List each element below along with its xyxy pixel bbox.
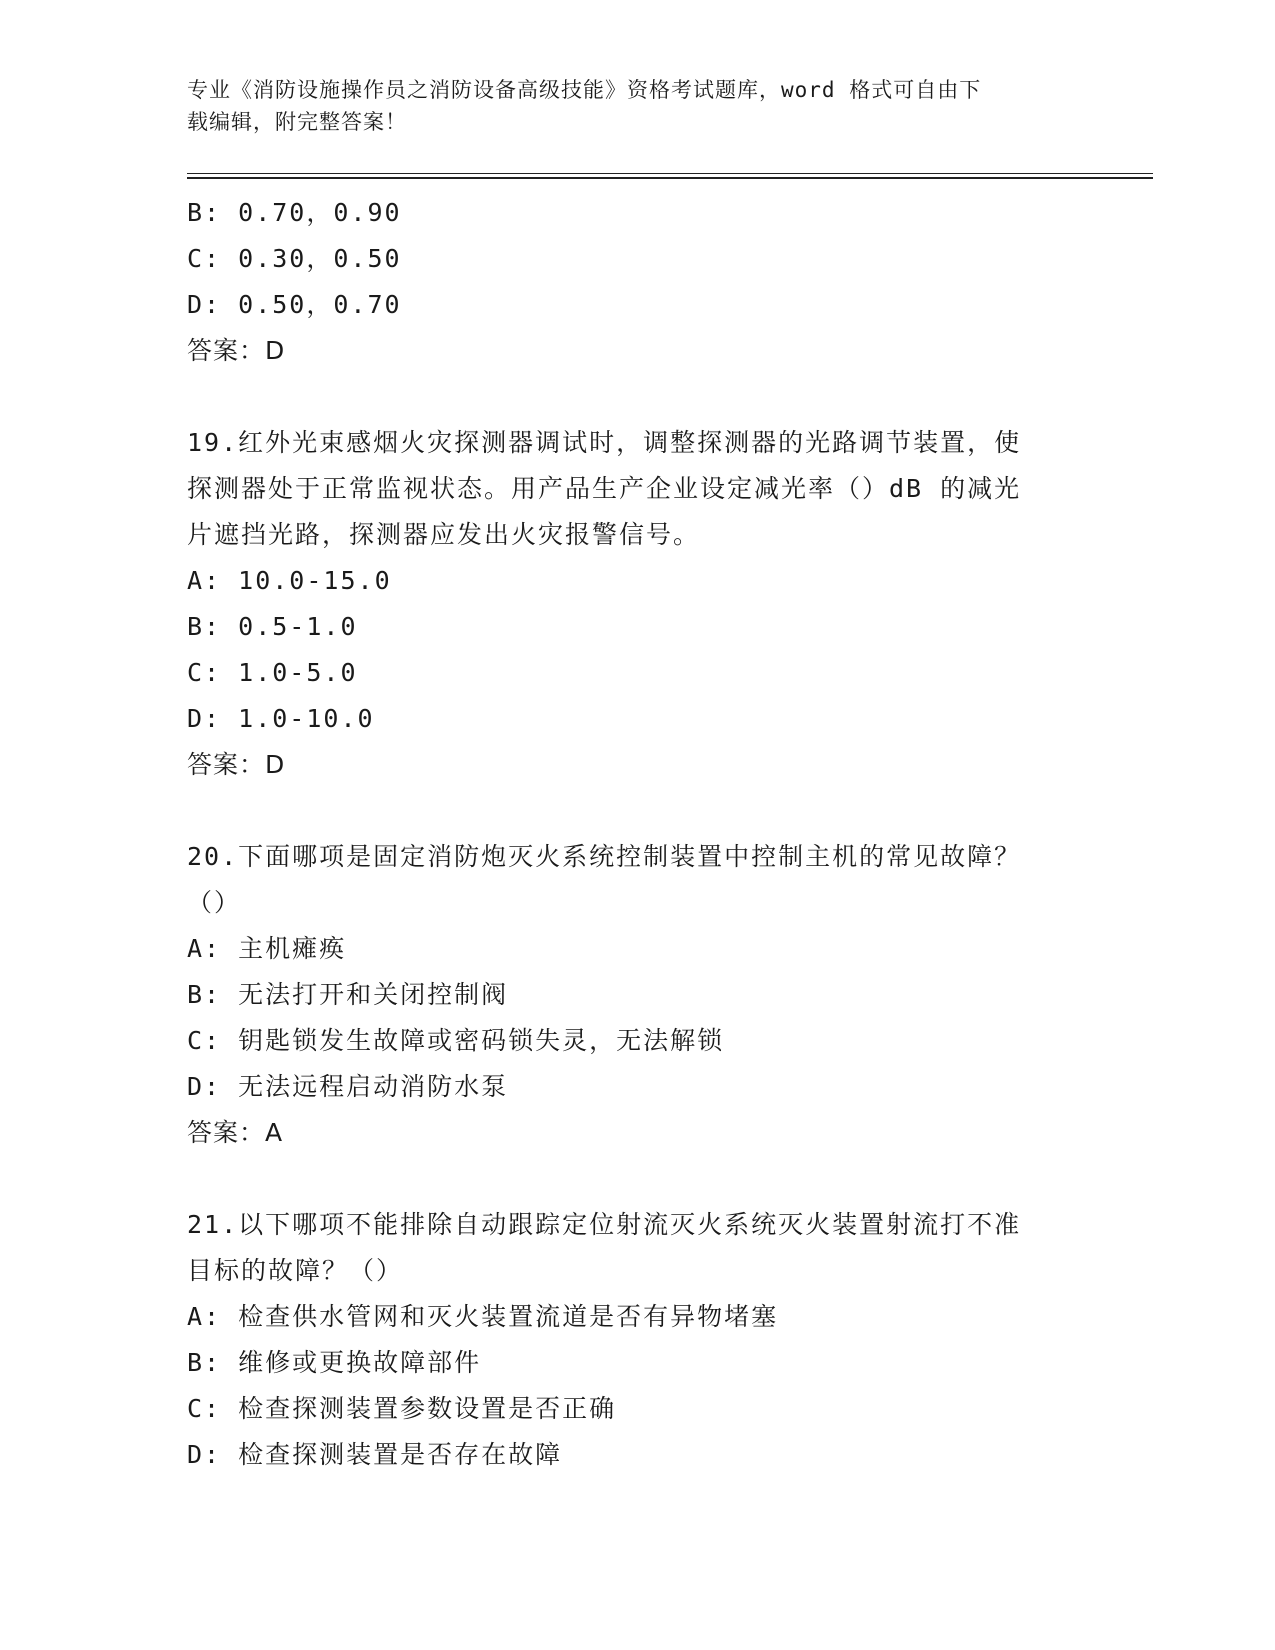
question-20-block: [187, 834, 1087, 1156]
option-b: B: 无法打开和关闭控制阀: [187, 980, 509, 1009]
header-rule-top: [187, 173, 1153, 174]
option-a: A: 10.0-15.0: [187, 566, 392, 595]
option-b: B: 0.5-1.0: [187, 612, 358, 641]
option-a: A: 检查供水管网和灭火装置流道是否有异物堵塞: [187, 1302, 779, 1331]
option-d: D: 检查探测装置是否存在故障: [187, 1440, 563, 1469]
option-b: B: 维修或更换故障部件: [187, 1348, 482, 1377]
option-d: D: 无法远程启动消防水泵: [187, 1072, 509, 1101]
option-c: C: 0.30，0.50: [187, 244, 402, 273]
header-line-1: 专业《消防设施操作员之消防设备高级技能》资格考试题库，word 格式可自由下: [187, 78, 982, 102]
prev-question-block: [187, 190, 1087, 374]
answer-label: 答案：A: [187, 1118, 284, 1147]
question-stem-line: 19.红外光束感烟火灾探测器调试时，调整探测器的光路调节装置，使: [187, 428, 1022, 457]
answer-label: 答案：D: [187, 336, 286, 365]
option-d: D: 1.0-10.0: [187, 704, 375, 733]
header-rule-bottom: [187, 177, 1153, 179]
question-21-block: [187, 1202, 1087, 1478]
question-stem-line: 探测器处于正常监视状态。用产品生产企业设定减光率（）dB 的减光: [187, 474, 1022, 503]
option-c: C: 1.0-5.0: [187, 658, 358, 687]
option-c: C: 检查探测装置参数设置是否正确: [187, 1394, 617, 1423]
question-content: [187, 190, 1087, 1478]
option-c: C: 钥匙锁发生故障或密码锁失灵，无法解锁: [187, 1026, 725, 1055]
question-stem-line: 片遮挡光路，探测器应发出火灾报警信号。: [187, 520, 701, 549]
option-d: D: 0.50，0.70: [187, 290, 402, 319]
page-header: [187, 74, 1067, 138]
option-a: A: 主机瘫痪: [187, 934, 347, 963]
question-19-block: [187, 420, 1087, 788]
header-line-2: 载编辑，附完整答案！: [187, 110, 407, 134]
option-b: B: 0.70，0.90: [187, 198, 402, 227]
answer-label: 答案：D: [187, 750, 286, 779]
question-stem-line: 20.下面哪项是固定消防炮灭火系统控制装置中控制主机的常见故障？: [187, 842, 1022, 871]
question-stem-line: 目标的故障？（）: [187, 1256, 404, 1285]
question-stem-line: （）: [187, 888, 242, 917]
question-stem-line: 21.以下哪项不能排除自动跟踪定位射流灭火系统灭火装置射流打不准: [187, 1210, 1022, 1239]
